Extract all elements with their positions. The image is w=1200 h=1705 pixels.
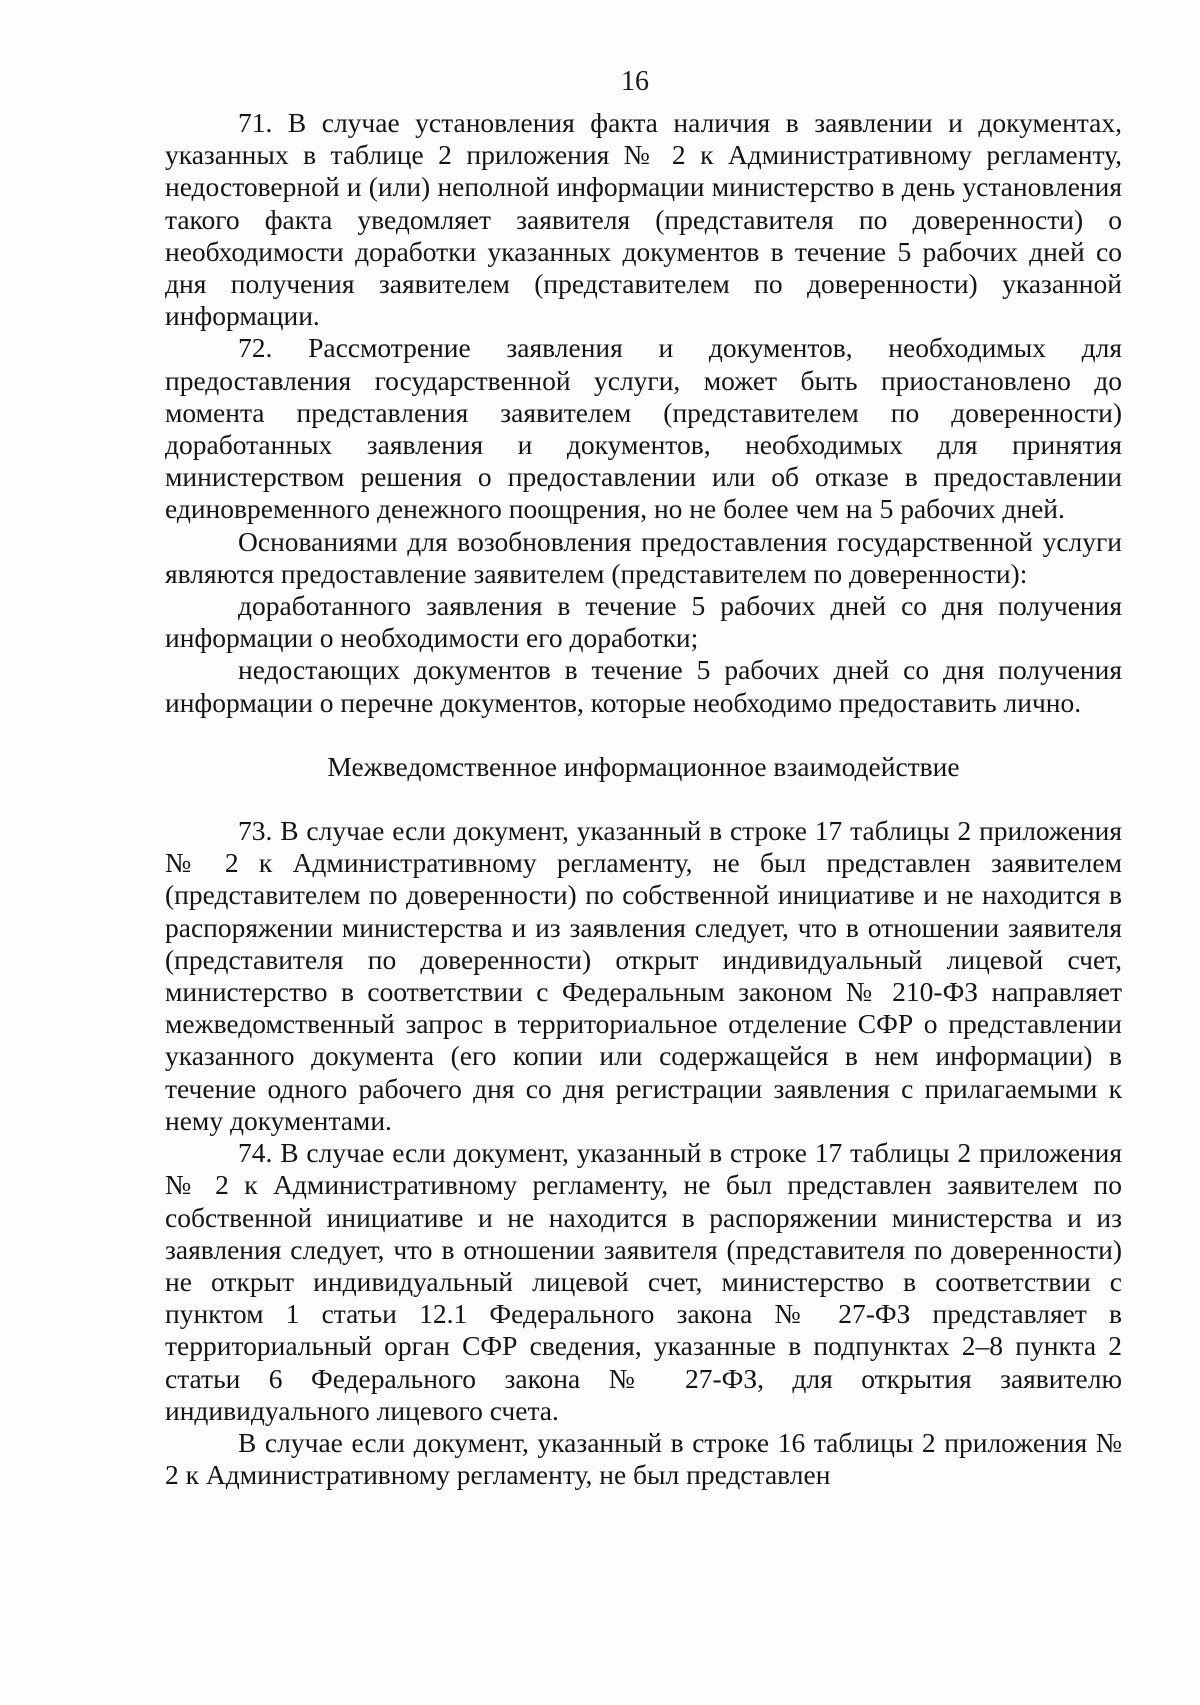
page-number: 16 (621, 66, 649, 97)
paragraph-grounds: Основаниями для возобновления предоставления государственной услуги являются предоставление заявителем (представителем по доверенности): (165, 525, 1122, 589)
paragraph-72: 72. Рассмотрение заявления и документов, необходимых для предоставления государственной услуги, может быть приостановлено до момента представления заявителем (представителем по доверенности) доработанных заявления и документов, необходимых для принятия министерством решения о предоставлении или об отказе в предоставлении единовременного денежного поощрения, но не более чем на 5 рабочих дней. (165, 332, 1122, 525)
paragraph-revised-application: доработанного заявления в течение 5 рабочих дней со дня получения информации о необходимости его доработки; (165, 590, 1122, 654)
document-body (165, 107, 1122, 1491)
paragraph-missing-documents: недостающих документов в течение 5 рабочих дней со дня получения информации о перечне документов, которые необходимо предоставить лично. (165, 654, 1122, 718)
paragraph-line-16: В случае если документ, указанный в строке 16 таблицы 2 приложения № 2 к Административному регламенту, не был представлен (165, 1426, 1122, 1491)
paragraph-71: 71. В случае установления факта наличия в заявлении и документах, указанных в таблице 2 приложения № 2 к Административному регламенту, недостоверной и (или) неполной информации министерство в день установления такого факта уведомляет заявителя (представителя по доверенности) о необходимости доработки указанных документов в течение 5 рабочих дней со дня получения заявителем (представителем по доверенности) указанной информации. (165, 107, 1122, 332)
section-heading: Межведомственное информационное взаимодействие (327, 750, 960, 782)
paragraph-74: 74. В случае если документ, указанный в строке 17 таблицы 2 приложения № 2 к Административному регламенту, не был представлен заявителем по собственной инициативе и не находится в распоряжении министерства и из заявления следует, что в отношении заявителя (представителя по доверенности) не открыт индивидуальный лицевой счет, министерство в соответствии с пунктом 1 статьи 12.1 Федерального закона № 27-ФЗ представляет в территориальный орган СФР сведения, указанные в подпунктах 2–8 пункта 2 статьи 6 Федерального закона № 27-ФЗ, для открытия заявителю индивидуального лицевого счета. (165, 1137, 1122, 1426)
paragraph-73: 73. В случае если документ, указанный в строке 17 таблицы 2 приложения № 2 к Административному регламенту, не был представлен заявителем (представителем по доверенности) по собственной инициативе и не находится в распоряжении министерства и из заявления следует, что в отношении заявителя (представителя по доверенности) открыт индивидуальный лицевой счет, министерство в соответствии с Федеральным законом № 210-ФЗ направляет межведомственный запрос в территориальное отделение СФР о представлении указанного документа (его копии или содержащейся в нем информации) в течение одного рабочего дня со дня регистрации заявления с прилагаемыми к нему документами. (165, 815, 1122, 1136)
